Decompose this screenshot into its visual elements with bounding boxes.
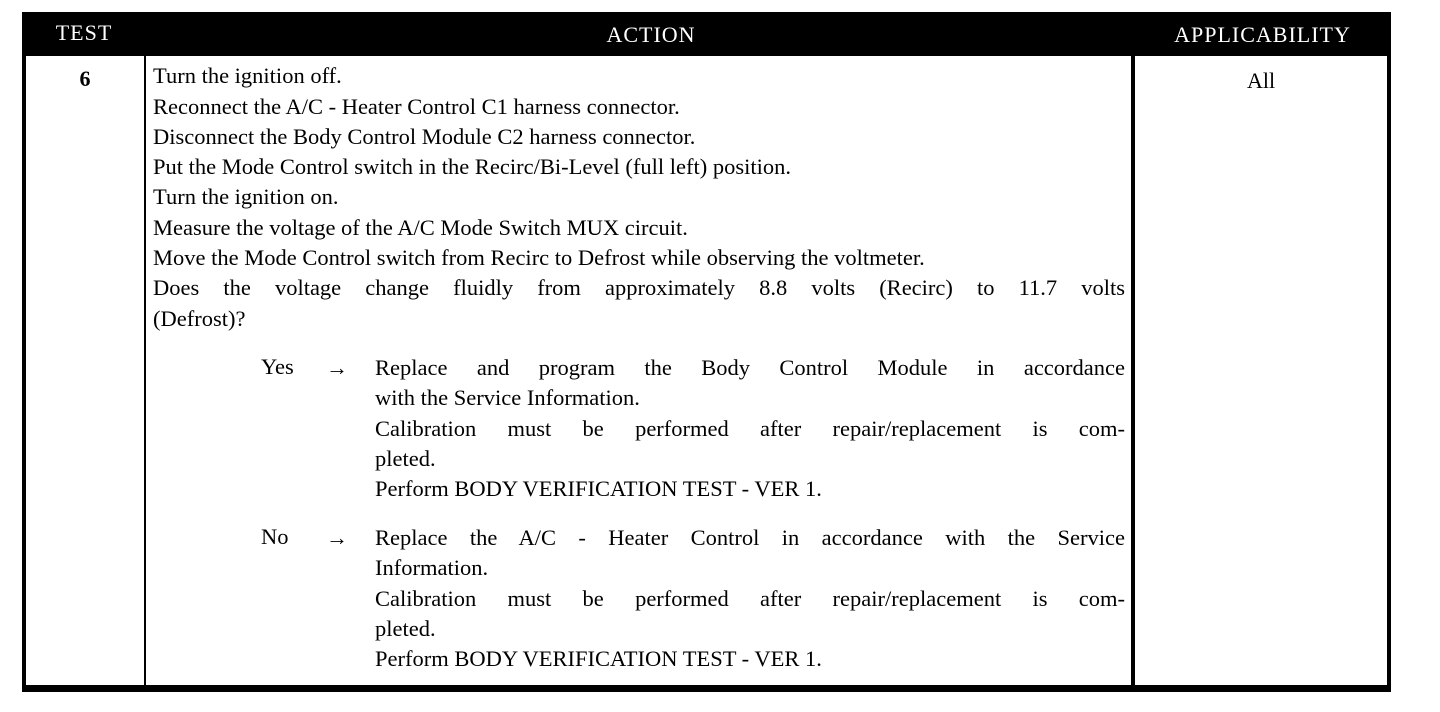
yes-arrow-icon: → (326, 355, 348, 380)
yes-result-line: Replace and program the Body Control Module in accordance (375, 355, 1125, 380)
question-line: (Defrost)? (153, 306, 246, 331)
no-arrow-icon: → (326, 525, 348, 550)
header-action: ACTION (606, 22, 696, 47)
yes-result-line: Calibration must be performed after repair/replacement is com- (375, 416, 1125, 441)
yes-result-line: Perform BODY VERIFICATION TEST - VER 1. (375, 476, 822, 501)
test-cell (26, 56, 144, 685)
header-applicability: APPLICABILITY (1174, 22, 1351, 47)
step-line: Turn the ignition on. (153, 184, 339, 209)
no-result-line: pleted. (375, 616, 436, 641)
yes-label: Yes (261, 354, 294, 379)
step-line: Measure the voltage of the A/C Mode Switch MUX circuit. (153, 215, 688, 240)
test-number: 6 (79, 66, 91, 91)
action-cell (146, 56, 1131, 685)
applicability-cell (1135, 56, 1387, 685)
step-line: Reconnect the A/C - Heater Control C1 harness connector. (153, 94, 680, 119)
step-line: Disconnect the Body Control Module C2 harness connector. (153, 124, 696, 149)
no-result-line: Information. (375, 555, 489, 580)
applicability-value: All (1246, 68, 1276, 93)
step-line: Move the Mode Control switch from Recirc to Defrost while observing the voltmeter. (153, 245, 925, 270)
yes-result-line: with the Service Information. (375, 385, 640, 410)
question-line: Does the voltage change fluidly from approximately 8.8 volts (Recirc) to 11.7 volts (153, 275, 1125, 300)
table-header (22, 12, 1391, 54)
no-result-line: Replace the A/C - Heater Control in accordance with the Service (375, 525, 1125, 550)
no-result-line: Perform BODY VERIFICATION TEST - VER 1. (375, 646, 822, 671)
step-line: Put the Mode Control switch in the Recirc/Bi-Level (full left) position. (153, 154, 792, 179)
yes-result-line: pleted. (375, 446, 436, 471)
no-label: No (261, 524, 289, 549)
header-test: TEST (55, 20, 113, 45)
diagnostic-table (22, 12, 1391, 692)
step-line: Turn the ignition off. (153, 63, 342, 88)
no-result-line: Calibration must be performed after repair/replacement is com- (375, 586, 1125, 611)
